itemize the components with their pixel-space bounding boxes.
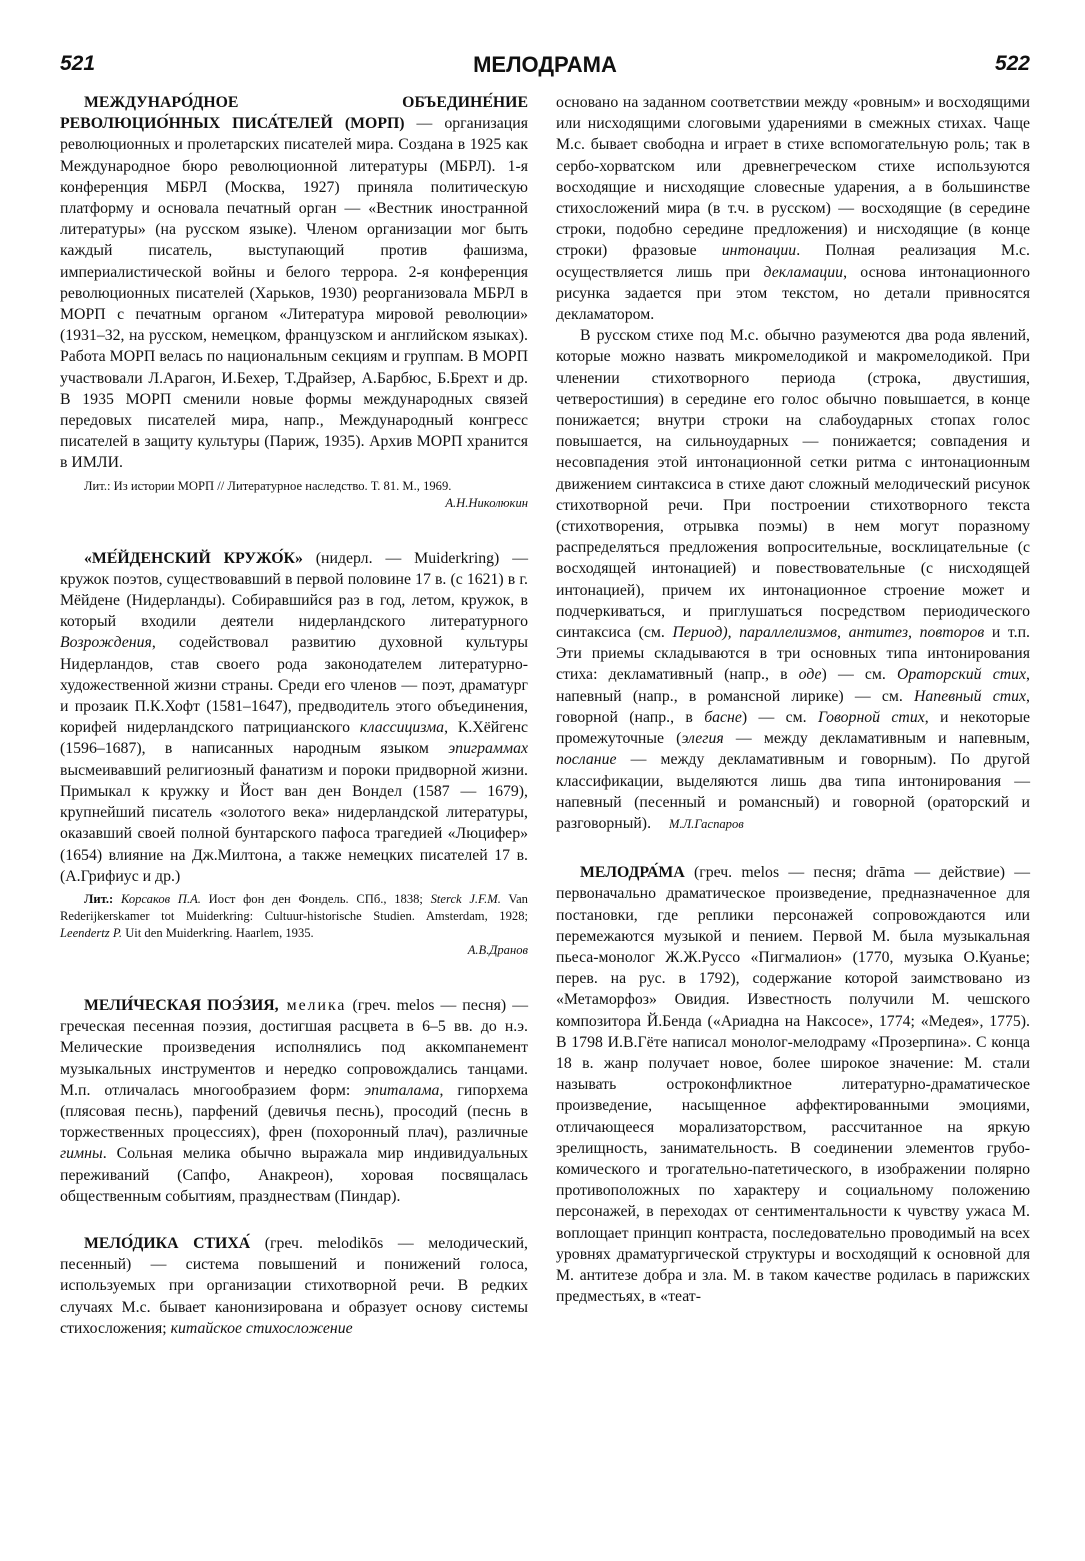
entry-melodika-body: МЕЛО́ДИКА СТИХА́ (греч. melodikōs — мелодический, песенный) — система повышений и понижений голоса, используемых при организации стихотворной речи. В редких случаях М.с. бывает канонизирована и образует основу системы стихосложения; китайское стихосложение — [60, 1234, 529, 1337]
headword: МЕЖДУНАРО́ДНОЕ ОБЪЕДИНЕ́НИЕ РЕВОЛЮЦИО́ННЫХ ПИСА́ТЕЛЕЙ (МОРП) — [60, 94, 528, 133]
page-header — [60, 52, 1030, 86]
entry-melodika-continued — [556, 92, 1030, 834]
cross-reference[interactable]: басне — [704, 708, 742, 726]
cross-reference[interactable]: эпиталама — [364, 1081, 440, 1099]
cross-reference[interactable]: Возрождения — [60, 634, 152, 652]
right-column — [556, 92, 1030, 1319]
author-signature: А.Н.Николюкин — [445, 495, 528, 510]
cross-reference[interactable]: декламации — [763, 263, 844, 281]
page-number-right: 522 — [994, 52, 1030, 75]
headword: МЕЛИ́ЧЕСКАЯ ПОЭ́ЗИЯ, — [84, 996, 279, 1014]
cross-reference[interactable]: Ораторский стих — [896, 666, 1027, 684]
cross-reference[interactable]: классицизма — [359, 719, 445, 737]
entry-muiderkring-body: «МЕ́ЙДЕНСКИЙ КРУЖО́К» (нидерл. — Muiderkring) — кружок поэтов, существовавший в первой половине 17 в. (с 1621) в г. Мёйдене (Нидерланды). Собиравшийся раз в год, летом, кружок, в который входили деятели нидерландского литературного Возрождения, содействовал развитию духовной культуры Нидерландов, став своего рода законодателем литературно-художественной жизни страны. Среди его членов — поэт, драматург и прозаик П.К.Хофт (1581–1647), предводитель этого объединения, корифей нидерландского патрицианского классицизма, К.Хёйгенс (1596–1687), в написанных народным языком эпиграммах высмеивавший религиозный фанатизм и пороки придворной жизни. Примыкал к кружку и Йост ван ден Вондел (1587 — 1679), крупнейший писатель «золотого века» нидерландской литературы, оказавший своей полной бунтарского пафоса трагедией «Люцифер» (1654) влияние на Дж.Милтона, а также немецких писателей 17 в. (А.Грифиус и др.) — [60, 549, 528, 885]
cross-reference[interactable]: китайское стихосложение — [170, 1319, 353, 1337]
cross-reference[interactable]: оде — [798, 666, 822, 684]
page-number-left: 521 — [60, 52, 96, 75]
cross-reference[interactable]: гимны — [60, 1145, 103, 1163]
entry-melic-poetry — [60, 995, 528, 1207]
left-column — [60, 92, 528, 1351]
running-title: МЕЛОДРАМА — [473, 52, 617, 77]
literature-ref: Лит.: Корсаков П.А. Иост фон ден Фондель. СПб., 1838; Sterck J.F.M. Van Rederijkerskamer tot Muiderkring: Cultuur-historische Studien. Amsterdam, 1928; Leendertz P. Uit den Muiderkring. Haarlem, 1935. — [60, 891, 528, 940]
cross-reference[interactable]: Говорной стих — [817, 708, 925, 726]
cross-reference[interactable]: эпиграммах — [448, 740, 528, 758]
entry-melodika-p1-cont: основано на заданном соответствии между «ровным» и восходящими или нисходящими слоговыми ударениями в смежных стихах. Чаще М.с. бывает свободна и играет в стихе вспомогательную роль; так в сербо-хорватском или древнегреческом стихе используются восходящие и нисходящие словесные ударения, а в большинстве стихосложений мира (в т.ч. в русском) — восходящие (в середине строки, подобно середине предложения) и нисходящие (в конце строки) фразовые интонации. Полная реализация М.с. осуществляется лишь при декламации, основа интонационного рисунка задается при этом текстом, но детали привносятся декламатором. — [556, 94, 1031, 324]
entry-muiderkring — [60, 548, 528, 959]
cross-reference[interactable]: элегия — [681, 730, 724, 748]
headword: «МЕ́ЙДЕНСКИЙ КРУЖО́К» — [84, 549, 303, 567]
entry-melodika — [60, 1233, 528, 1339]
author-signature: А.В.Дранов — [467, 942, 528, 957]
cross-reference[interactable]: интонации — [721, 242, 797, 260]
headword: МЕЛО́ДИКА СТИХА́ — [84, 1234, 251, 1252]
entry-melodrama — [556, 862, 1030, 1307]
cross-reference[interactable]: послание — [556, 751, 617, 769]
headword: МЕЛОДРА́МА — [580, 864, 685, 882]
entry-melodika-p2: В русском стихе под М.с. обычно разумеются два рода явлений, которые можно назвать микромелодикой и макромелодикой. При членении стихотворного периода (строка, двустишия, четверостишия) в середине его голос обычно повышается, в конце понижается; внутри строки на слабоударных стопах голос повышается, на сильноударных — понижается; совпадения и несовпадения этой интонационной сетки ритма с интонационным движением синтаксиса в стихе дают сложный мелодический рисунок стихотворной речи. При построении стихотворного текста (стихотворения, отрывка поэмы) в нем могут поразному распределяться предложения вопросительные, восклицательные (с восходящей интонацией) и повествовательные (с нисходящей интонацией), причем их интонационное строение может и подчеркиваться, и приглушаться посредством периодического синтаксиса (см. Период), параллелизмов, антитез, повторов и т.п. Эти приемы складываются в три основных типа интонирования стиха: декламативный (напр., в оде) — см. Ораторский стих, напевный (напр., в романсной лирике) — см. Напевный стих, говорной (напр., в басне) — см. Говорной стих, и некоторые промежуточные (элегия — между декламативным и напевным, послание — между декламативным и говорным). По другой классификации, выделяются лишь два типа интонирования — напевный (песенный и романсный) и говорной (ораторский и разговорный). М.Л.Гаспаров — [556, 327, 1030, 832]
entry-morp-body: МЕЖДУНАРО́ДНОЕ ОБЪЕДИНЕ́НИЕ РЕВОЛЮЦИО́ННЫХ ПИСА́ТЕЛЕЙ (МОРП) — организация революционных и пролетарских писателей мира. Создана в 1925 как Международное бюро революционной литературы (МБРЛ). 1-я конференция МБРЛ (Москва, 1927) приняла политическую платформу и основала печатный орган — «Вестник иностранной литературы» (на русском языке). Членом организации мог быть каждый писатель, выступающий против фашизма, империалистической войны и белого террора. 2-я конференция революционных писателей (Харьков, 1930) реорганизовала МБРЛ в МОРП с печатным органом «Литература мировой революции» (1931–32, на русском, немецком, французском и английском языках). Работа МОРП велась по национальным секциям и группам. В МОРП участвовали Л.Арагон, И.Бехер, Т.Драйзер, А.Барбюс, Б.Брехт и др. В 1935 МОРП сменили новые формы международных связей передовых писателей мира, напр., Международный конгресс писателей в защиту культуры (Париж, 1935). Архив МОРП хранится в ИМЛИ. — [60, 94, 528, 472]
entry-melic-poetry-body: МЕЛИ́ЧЕСКАЯ ПОЭ́ЗИЯ, мелика (греч. melos — песня) — греческая песенная поэзия, достигшая расцвета в 6–5 вв. до н.э. Мелические произведения исполнялись под аккомпанемент музыкальных инструментов и нередко сопровождались танцами. М.п. отличалась многообразием форм: эпиталама, гипорхема (плясовая песнь), парфений (девичья песнь), просодий (песнь в торжественных процессиях), френ (похоронный плач), различные гимны. Сольная мелика обычно выражала мир индивидуальных переживаний (Сапфо, Анакреон), хоровая посвящалась общественным событиям, празднествам (Пиндар). — [60, 996, 529, 1205]
cross-reference[interactable]: Напевный стих — [914, 687, 1027, 705]
entry-morp — [60, 92, 528, 512]
entry-melodrama-body: МЕЛОДРА́МА (греч. melos — песня; drāma — действие) — первоначально драматическое произведение, предназначенное для постановки, где реплики персонажей сопровождаются или перемежаются музыкой и пением. Первой М. была музыкальная пьеса-монолог Ж.Ж.Руссо «Пигмалион» (1770, музыка О.Куанье; перев. на рус. в 1792), содержание которой заимствовано из «Метаморфоз» Овидия. Известность получили М. чешского композитора Й.Бенда («Ариадна на Наксосе», 1774; «Медея», 1775). В 1798 И.В.Гёте написал монолог-мелодраму «Прозерпина». С конца 18 в. жанр получает новое, более широкое значение: М. стали называть остроконфликтное литературно-драматическое произведение, насыщенное аффектированными эмоциями, отличающееся морализаторством, рассчитанное на яркую зрелищность, занимательность. В соединении элементов грубо-комического и трогательно-патетического, в изображении полярно противоположных по характеру и социальному положению персонажей, в переходах от сентиментальности к чувству ужаса М. воплощает принцип контраста, последовательно проводимый на всех уровнях драматургической структуры и восходящий к основной для М. антитезе добра и зла. М. в таком качестве родилась в парижских предместьях, в «теат- — [556, 864, 1030, 1306]
literature-ref: Лит.: Из истории МОРП // Литературное наследство. Т. 81. М., 1969. — [84, 478, 452, 493]
cross-reference[interactable]: Период), параллелизмов, антитез, повторов — [672, 624, 985, 642]
author-signature: М.Л.Гаспаров — [669, 816, 744, 831]
